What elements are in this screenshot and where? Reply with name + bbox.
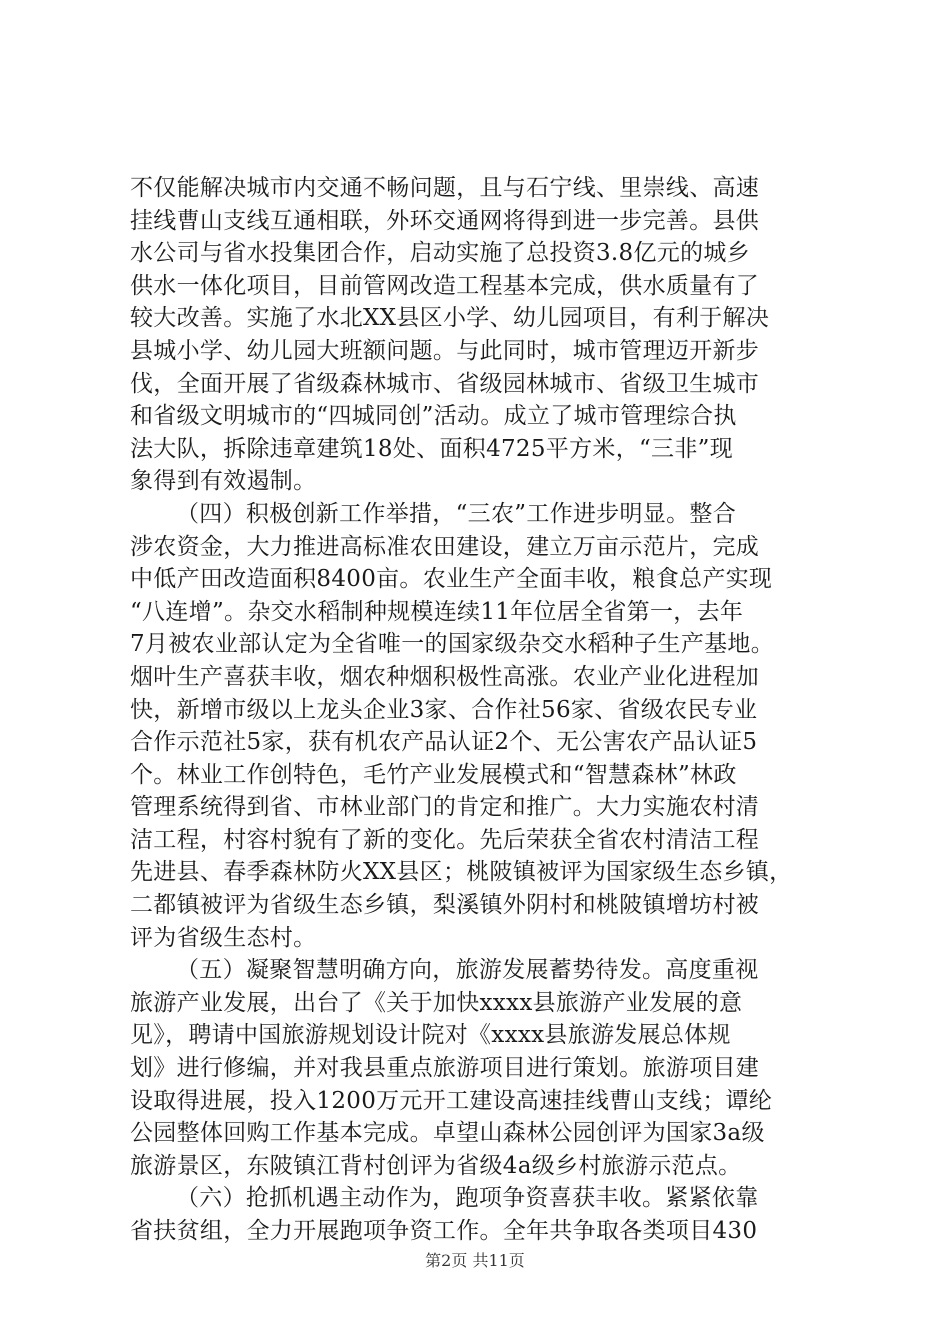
text-line: 公园整体回购工作基本完成。卓望山森林公园创评为国家3a级 <box>130 1120 765 1147</box>
text-line: 省扶贫组，全力开展跑项争资工作。全年共争取各类项目430 <box>130 1218 758 1244</box>
text-line: （四）积极创新工作举措，“三农”工作进步明显。整合 <box>176 500 737 527</box>
page-footer: 第2页 共11页 <box>425 1251 525 1270</box>
text-line: 洁工程，村容村貌有了新的变化。先后荣获全省农村清洁工程 <box>130 826 760 853</box>
text-line: 涉农资金，大力推进高标准农田建设，建立万亩示范片，完成 <box>130 533 760 560</box>
text-line: 旅游产业发展，出台了《关于加快xxxx县旅游产业发展的意 <box>130 989 743 1016</box>
text-line: 县城小学、幼儿园大班额问题。与此同时，城市管理迈开新步 <box>130 337 760 364</box>
text-line: 二都镇被评为省级生态乡镇，梨溪镇外阴村和桃陂镇增坊村被 <box>130 892 760 919</box>
text-line: 设取得进展，投入1200万元开工建设高速挂线曹山支线；谭纶 <box>130 1087 773 1114</box>
text-line: 个。林业工作创特色，毛竹产业发展模式和“智慧森林”林政 <box>130 761 737 788</box>
text-line: 7月被农业部认定为全省唯一的国家级杂交水稻种子生产基地。 <box>130 631 775 658</box>
text-line: 象得到有效遏制。 <box>130 468 317 495</box>
text-line: 水公司与省水投集团合作，启动实施了总投资3.8亿元的城乡 <box>130 240 750 267</box>
text-line: 快，新增市级以上龙头企业3家、合作社56家、省级农民专业 <box>130 696 758 723</box>
text-line: “八连增”。杂交水稻制种规模连续11年位居全省第一，去年 <box>130 598 744 625</box>
text-line: 和省级文明城市的“四城同创”活动。成立了城市管理综合执 <box>130 403 737 430</box>
text-line: 伐，全面开展了省级森林城市、省级园林城市、省级卫生城市 <box>130 370 760 397</box>
body-text <box>130 172 830 1248</box>
text-line: 合作示范社5家，获有机农产品认证2个、无公害农产品认证5 <box>130 729 758 756</box>
text-line: 挂线曹山支线互通相联，外环交通网将得到进一步完善。县供 <box>130 207 760 234</box>
text-line: （六）抢抓机遇主动作为，跑项争资喜获丰收。紧紧依靠 <box>176 1185 759 1212</box>
text-line: 见》，聘请中国旅游规划设计院对《xxxx县旅游发展总体规 <box>130 1022 731 1049</box>
text-line: 不仅能解决城市内交通不畅问题，且与石宁线、里崇线、高速 <box>130 175 760 201</box>
text-line: （五）凝聚智慧明确方向，旅游发展蓄势待发。高度重视 <box>176 957 759 984</box>
text-line: 较大改善。实施了水北XX县区小学、幼儿园项目，有利于解决 <box>130 305 770 332</box>
text-line: 中低产田改造面积8400亩。农业生产全面丰收，粮食总产实现 <box>130 566 773 593</box>
text-line: 评为省级生态村。 <box>130 924 317 951</box>
text-line: 烟叶生产喜获丰收，烟农种烟积极性高涨。农业产业化进程加 <box>130 663 760 690</box>
text-line: 划》进行修编，并对我县重点旅游项目进行策划。旅游项目建 <box>130 1055 760 1082</box>
text-line: 法大队，拆除违章建筑18处、面积4725平方米，“三非”现 <box>130 435 734 462</box>
text-line: 先进县、春季森林防火XX县区；桃陂镇被评为国家级生态乡镇， <box>130 859 793 886</box>
text-line: 旅游景区，东陂镇江背村创评为省级4a级乡村旅游示范点。 <box>130 1152 742 1179</box>
text-line: 供水一体化项目，目前管网改造工程基本完成，供水质量有了 <box>130 272 760 299</box>
text-line: 管理系统得到省、市林业部门的肯定和推广。大力实施农村清 <box>130 794 760 821</box>
